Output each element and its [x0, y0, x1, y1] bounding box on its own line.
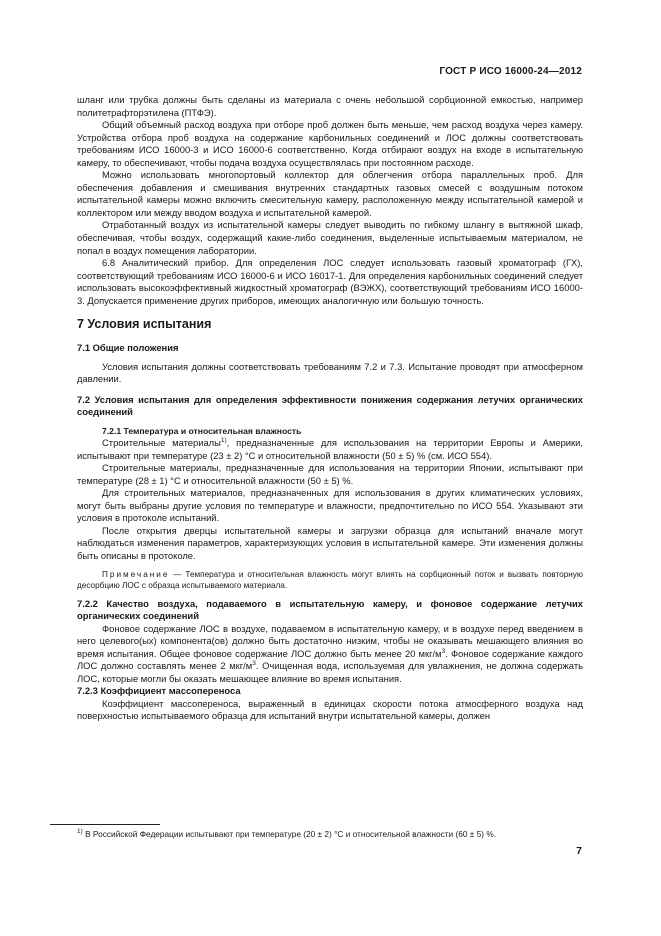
text-segment: . Очищенная вода, используемая для увлажнения, не должна содержать ЛОС, которые могли бы оказать мешающее влияние во время испытания.	[77, 660, 583, 684]
paragraph-7-2-1-door: После открытия дверцы испытательной камеры и загрузки образца для испытаний вначале могут наблюдаться изменения параметров, характеризующих условия в испытательной камере. Эти изменения должны быть описаны в протоколе.	[77, 524, 583, 561]
note-text: — Температура и относительная влажность могут влиять на сорбционный поток и вызвать повторную десорбцию ЛОС с образца испытываемого материала.	[77, 569, 583, 590]
subsection-title-7-2-3: 7.2.3 Коэффициент массопереноса	[77, 685, 241, 697]
footnote-text: В Российской Федерации испытывают при температуре (20 ± 2) °С и относительной влажности (60 ± 5) %.	[82, 829, 497, 839]
paragraph-continued: шланг или трубка должны быть сделаны из материала с очень небольшой сорбционной емкостью, например политетрафторэтилена (ПТФЭ).	[77, 94, 583, 118]
subsection-title-7-1: 7.1 Общие положения	[77, 342, 179, 354]
paragraph-manifold: Можно использовать многопортовый коллектор для облегчения отбора параллельных проб. Для обеспечения добавления и смешивания внутренних стандартных газовых смесей с воздушным потоком испытательной камеры можно включить смесительную камеру, расположенную между испытательной камерой и коллектором или между вводом воздуха и испытательной камерой.	[77, 169, 583, 218]
subsection-title-7-2: 7.2 Условия испытания для определения эффективности понижения содержания летучих органических соединений	[77, 393, 583, 418]
superscript: 3	[441, 647, 446, 655]
note-label: Примечание	[102, 569, 170, 579]
page-content	[77, 94, 583, 723]
paragraph-exhaust: Отработанный воздух из испытательной камеры следует выводить по гибкому шлангу в вытяжной шкаф, обеспечивая, чтобы воздух, содержащий какие-либо соединения, выделенные испытываемым материалом, не попал в воздух помещения лаборатории.	[77, 219, 583, 256]
paragraph-7-2-1-japan: Строительные материалы, предназначенные для использования на территории Японии, испытывают при температуре (28 ± 1) °С и относительной влажности (50 ± 5) %.	[77, 462, 583, 486]
page-header-standard: ГОСТ Р ИСО 16000-24—2012	[439, 66, 582, 77]
footnote-mark: 1)	[77, 828, 83, 836]
footnote-divider	[50, 824, 160, 825]
paragraph-7-2-1-other: Для строительных материалов, предназначенных для использования в других климатических условиях, могут быть выбраны другие условия по температуре и влажности, предпочтительно по ИСО 554. Указывают эти условия в протоколе испытаний.	[77, 487, 583, 524]
footnote	[77, 829, 583, 840]
text-segment: Фоновое содержание ЛОС в воздухе, подаваемом в испытательную камеру, и в воздухе перед введением в него целевого(ых) компонента(ов) должно быть достаточно низким, чтобы не оказывать мешающего влияния во время испытания. Общее фоновое содержание ЛОС должно быть менее 20 мкг/м	[77, 622, 583, 659]
text-segment: Строительные материалы	[102, 437, 221, 449]
paragraph-7-1: Условия испытания должны соответствовать требованиям 7.2 и 7.3. Испытание проводят при атмосферном давлении.	[77, 360, 583, 385]
paragraph-7-2-1-europe	[77, 437, 583, 462]
page-number: 7	[576, 845, 582, 857]
footnote-reference: 1)	[220, 436, 227, 444]
note	[77, 569, 583, 592]
paragraph-7-2-3: Коэффициент массопереноса, выраженный в единицах скорости потока атмосферного воздуха над поверхностью испытываемого образца для испытаний внутри испытательной камеры, должен	[77, 697, 583, 722]
subsection-title-7-2-1: 7.2.1 Температура и относительная влажность	[102, 426, 302, 437]
section-title-7: 7 Условия испытания	[77, 317, 212, 332]
text-segment: . Фоновое содержание каждого ЛОС должно составлять менее 2 мкг/м	[77, 647, 583, 672]
subsection-title-7-2-2: 7.2.2 Качество воздуха, подаваемого в испытательную камеру, и фоновое содержание летучих органических соединений	[77, 597, 583, 622]
paragraph-7-2-2	[77, 623, 583, 686]
paragraph-analytical-instrument: 6.8 Аналитический прибор. Для определения ЛОС следует использовать газовый хроматограф (ГХ), соответствующий требованиям ИСО 16000-6 и ИСО 16017-1. Для определения карбонильных соединений следует использовать высокоэффективный жидкостный хроматограф (ВЭЖХ), соответствующий требованиям ИСО 16000-3. Допускается применение других приборов, имеющих аналогичную или большую точность.	[77, 257, 583, 306]
superscript: 3	[252, 660, 256, 668]
text-segment: , предназначенные для использования на территории Европы и Америки, испытывают при температуре (23 ± 2) °С и относительной влажности (50 ± 5) % (см. ИСО 554).	[77, 437, 583, 461]
paragraph-air-flow: Общий объемный расход воздуха при отборе проб должен быть меньше, чем расход воздуха через камеру. Устройства отбора проб воздуха на содержание карбонильных соединений и ЛОС должны соответствовать требованиям ИСО 16000-3 и ИСО 16000-6 соответственно. Когда отбирают воздух на входе в испытательную камеру, то обеспечивают, чтобы подача воздуха осуществлялась при постоянном расходе.	[77, 119, 583, 168]
